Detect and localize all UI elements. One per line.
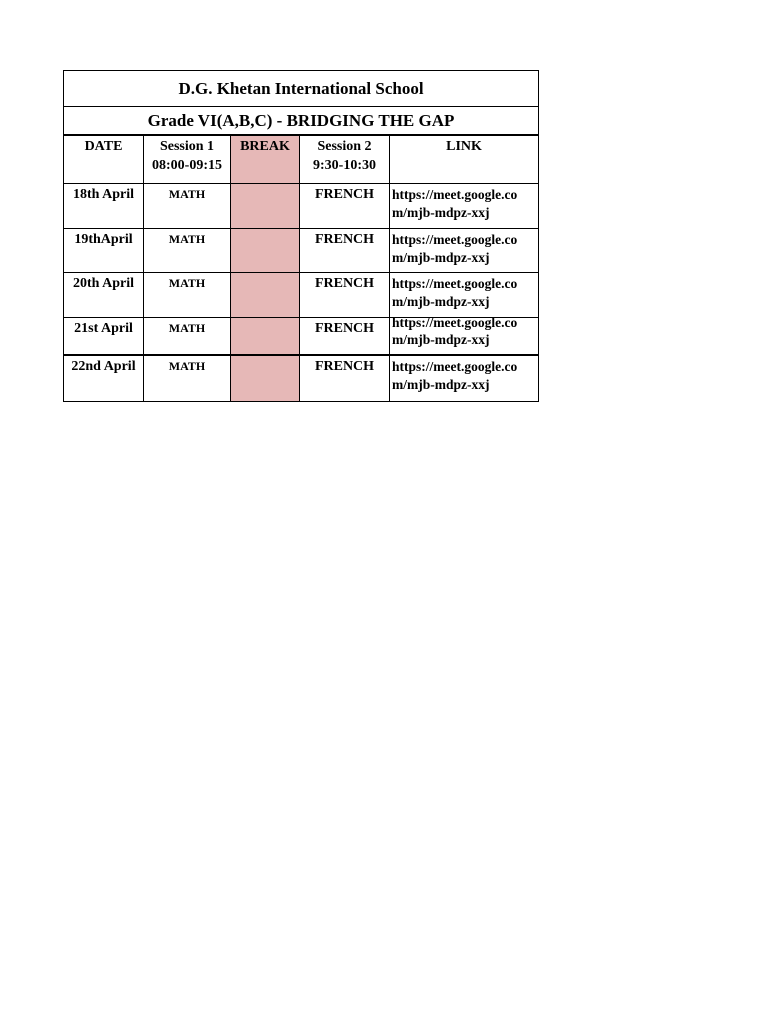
schedule-table [63,70,539,402]
header-session-1: Session 1 08:00-09:15 [144,135,231,184]
meeting-link[interactable]: https://meet.google.co m/mjb-mdpz-xxj [390,184,539,229]
break-cell [231,355,300,402]
table-row [64,229,539,273]
grade-title: Grade VI(A,B,C) - BRIDGING THE GAP [64,107,539,136]
session-2-cell: FRENCH [300,318,390,356]
date-cell: 21st April [64,318,144,356]
header-break: BREAK [231,135,300,184]
meeting-link[interactable]: https://meet.google.co m/mjb-mdpz-xxj [390,355,539,402]
header-row [64,135,539,184]
session-2-cell: FRENCH [300,229,390,273]
session-2-cell: FRENCH [300,355,390,402]
table-row [64,355,539,402]
meeting-link[interactable]: https://meet.google.co m/mjb-mdpz-xxj [390,273,539,318]
break-cell [231,273,300,318]
table-row [64,184,539,229]
break-cell [231,229,300,273]
date-cell: 22nd April [64,355,144,402]
session-2-cell: FRENCH [300,273,390,318]
date-cell: 20th April [64,273,144,318]
date-cell: 18th April [64,184,144,229]
break-cell [231,318,300,356]
meeting-link[interactable]: https://meet.google.co m/mjb-mdpz-xxj [390,229,539,273]
date-cell: 19thApril [64,229,144,273]
meeting-link[interactable]: https://meet.google.co m/mjb-mdpz-xxj [390,318,539,356]
session-1-cell: MATH [144,184,231,229]
session-1-cell: MATH [144,355,231,402]
session-1-cell: MATH [144,229,231,273]
header-link: LINK [390,135,539,184]
table-row [64,318,539,356]
table-row [64,273,539,318]
header-session-2: Session 2 9:30-10:30 [300,135,390,184]
header-date: DATE [64,135,144,184]
school-title: D.G. Khetan International School [64,71,539,107]
session-1-cell: MATH [144,318,231,356]
session-2-cell: FRENCH [300,184,390,229]
session-1-cell: MATH [144,273,231,318]
break-cell [231,184,300,229]
